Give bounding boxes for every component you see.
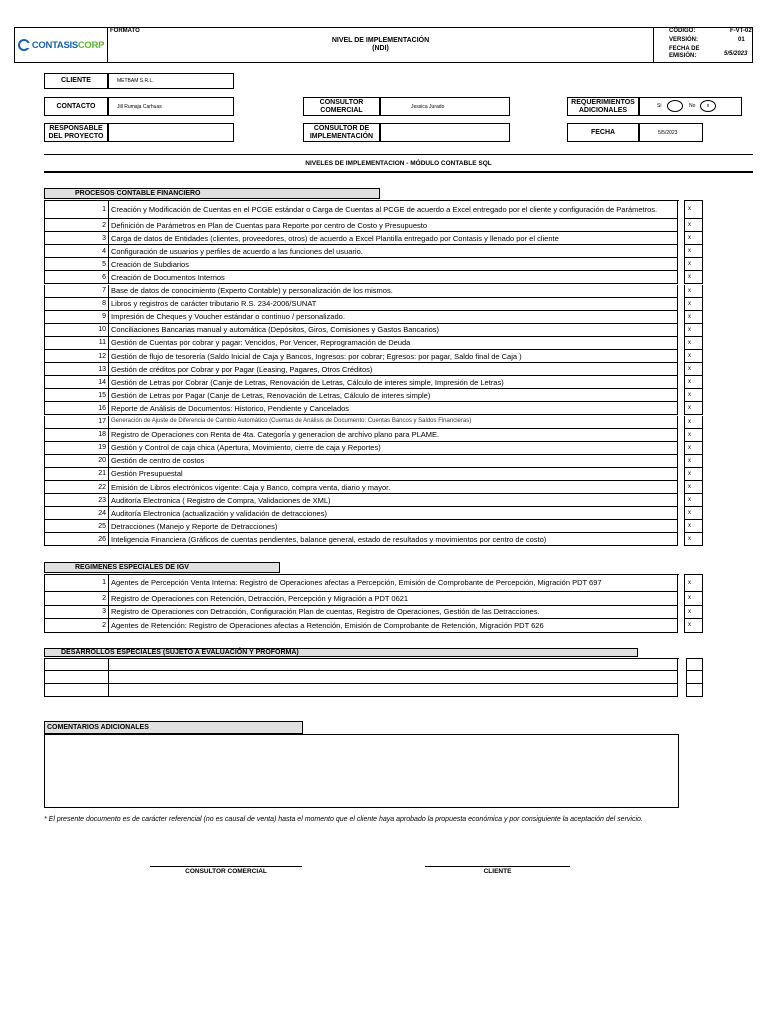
row-checkbox[interactable]: x [684,592,703,606]
row-description: Gestión de Cuentas por cobrar y pagar: Vencidos, Por Vencer, Reprogramación de Deuda [108,337,678,350]
header-box [14,27,753,63]
row-number: 26 [44,533,108,546]
version-value: 01 [738,37,745,43]
row-number: 22 [44,481,108,494]
checkbox-top-border [684,574,703,575]
table-top-border [44,200,679,201]
disclaimer-note: * El presente documento es de carácter referencial (no es causal de venta) hasta el momento que el cliente haya aprobado la propuesta económica y por consiguiente la aceptación del servicio. [44,816,643,823]
logo-icon [18,39,30,51]
row-number: 9 [44,311,108,324]
row-description: Registro de Operaciones con Detracción, Configuración Plan de cuentas, Registro de Operaciones, Gestión de las Detracciones. [108,606,678,620]
row-number: 17 [44,416,108,429]
row-description: Registro de Operaciones con Retención, Detracción, Percepción y Migración a PDT 0621 [108,592,678,606]
row-number: 25 [44,520,108,533]
table-top-border [44,574,679,575]
row-checkbox[interactable]: x [684,232,703,245]
no-label: No [689,103,696,109]
row-checkbox[interactable]: x [684,245,703,258]
formato-label: FORMATO [110,28,140,34]
title-line-1: NIVEL DE IMPLEMENTACIÓN [331,37,430,44]
row-checkbox[interactable]: x [684,271,703,284]
row-number: 15 [44,389,108,402]
contacto-field[interactable]: Jill Rumaja Carhuas [108,97,234,116]
row-number: 10 [44,324,108,337]
row-number: 24 [44,507,108,520]
row-description: Registro de Operaciones con Renta de 4ta. Categoría y generacion de archivo plano para PLAME. [108,429,678,442]
consultor-comercial-label: CONSULTOR COMERCIAL [303,97,380,116]
cliente-signature-label: CLIENTE [483,868,512,875]
row-description: Gestión de centro de costos [108,455,678,468]
logo-text: CONTASISCORP [31,39,105,51]
cliente-label: CLIENTE [44,73,108,89]
row-description: Base de datos de conocimiento (Experto Contable) y personalización de los mismos. [108,285,678,298]
row-number: 21 [44,468,108,481]
fecha-label: FECHA [567,123,639,142]
row-description: Agentes de Percepción Venta Interna: Registro de Operaciones afectas a Percepción, Emisión de Comprobante de Percepción, Migración PDT 697 [108,574,678,592]
logo-cell [15,28,108,62]
row-number: 3 [44,606,108,620]
row-checkbox[interactable]: x [684,574,703,592]
row-number: 18 [44,429,108,442]
row-checkbox[interactable]: x [684,402,703,415]
row-description[interactable] [108,658,678,671]
fecha-field[interactable]: 5/5/2023 [639,123,703,142]
row-checkbox[interactable]: x [684,481,703,494]
row-number: 6 [44,271,108,284]
row-number: 8 [44,298,108,311]
consultor-signature-line [150,866,302,867]
consultor-impl-field[interactable] [380,123,510,142]
meta-cell [653,28,752,62]
row-number: 23 [44,494,108,507]
responsable-field[interactable] [108,123,234,142]
row-checkbox[interactable]: x [684,455,703,468]
row-checkbox[interactable]: x [684,285,703,298]
row-description: Carga de datos de Entidades (clientes, proveedores, otros) de acuerdo a Excel Plantilla entregado por Contasis y llenado por el cliente [108,232,678,245]
row-checkbox[interactable]: x [684,429,703,442]
procesos-section-title: PROCESOS CONTABLE FINANCIERO [44,188,380,199]
row-number: 7 [44,285,108,298]
row-description: Definición de Parámetros en Plan de Cuentas para Reporte por centro de Costo y Presupuesto [108,219,678,232]
row-checkbox[interactable]: x [684,311,703,324]
row-description: Configuración de usuarios y perfiles de acuerdo a las funciones del usuario. [108,245,678,258]
row-number: 11 [44,337,108,350]
row-description: Creación de Documentos Internos [108,271,678,284]
si-radio[interactable] [667,100,683,112]
row-number: 16 [44,402,108,415]
codigo-label: CÓDIGO: [669,28,696,34]
si-label: Si [657,103,662,109]
row-description: Creación y Modificación de Cuentas en el PCGE estándar o Carga de Cuentas al PCGE de acuerdo a Excel entregado por el cliente y configuración de Parámetros. [108,200,678,219]
row-description[interactable] [108,684,678,697]
row-description[interactable] [108,671,678,684]
row-checkbox[interactable]: x [684,507,703,520]
row-checkbox[interactable]: x [684,494,703,507]
codigo-value: F-VT-02 [730,28,752,34]
row-description: Gestión de Letras por Cobrar (Canje de Letras, Renovación de Letras, Cálculo de interes simple, Impresión de Letras) [108,376,678,389]
row-checkbox[interactable]: x [684,363,703,376]
row-number: 2 [44,592,108,606]
comentarios-textarea[interactable] [44,734,679,808]
desarrollos-section-title: DESARROLLOS ESPECIALES (SUJETO A EVALUACIÓN Y PROFORMA) [44,648,638,657]
row-description: Gestión de créditos por Cobrar y por Pagar (Leasing, Pagares, Otros Créditos) [108,363,678,376]
requerimientos-field [639,97,742,116]
row-number: 4 [44,245,108,258]
row-number [44,671,108,684]
row-number: 1 [44,574,108,592]
consultor-signature-label: CONSULTOR COMERCIAL [185,868,267,875]
checkbox-top-border [684,200,703,201]
row-checkbox[interactable]: x [684,619,703,633]
row-checkbox[interactable] [686,671,703,684]
requerimientos-label: REQUERIMIENTOS ADICIONALES [567,97,639,116]
row-description: Gestión de Letras por Pagar (Canje de Letras, Renovación de Letras, Cálculo de interes simple) [108,389,678,402]
version-label: VERSIÓN: [669,37,699,43]
cliente-field[interactable]: METBAM S.R.L. [108,73,234,89]
row-description: Inteligencia Financiera (Gráficos de cuentas pendientes, balance general, estado de resultados y movimientos por centro de costo) [108,533,678,546]
row-checkbox[interactable]: x [684,200,703,219]
row-description: Creación de Subdiarios [108,258,678,271]
row-checkbox[interactable]: x [684,416,703,429]
row-number: 3 [44,232,108,245]
row-description: Libros y registros de carácter tributario R.S. 234-2006/SUNAT [108,298,678,311]
row-description: Emisión de Libros electrónicos vigente: Caja y Banco, compra venta, diario y mayor. [108,481,678,494]
fecha-emision-value: 5/5/2023 [724,51,748,57]
row-description: Gestión de flujo de tesorería (Saldo Inicial de Caja y Bancos, Ingresos: por cobrar; Egresos: por pagar, Saldo final de Caja ) [108,350,678,363]
row-description: Reporte de Análisis de Documentos: Historico, Pendiente y Cancelados [108,402,678,415]
row-number: 19 [44,442,108,455]
row-description: Gestión Presupuestal [108,468,678,481]
row-description: Agentes de Retención: Registro de Operaciones afectas a Retención, Emisión de Comprobante de Retención, Migración PDT 626 [108,619,678,633]
row-description: Gestión y Control de caja chica (Apertura, Movimiento, cierre de caja y Reportes) [108,442,678,455]
row-number [44,684,108,697]
document-title [108,28,653,62]
row-number: 2 [44,219,108,232]
row-checkbox[interactable]: x [684,520,703,533]
row-checkbox[interactable]: x [684,219,703,232]
row-checkbox[interactable]: x [684,376,703,389]
row-description: Generación de Ajuste de Diferencia de Cambio Automático (Cuentas de Análisis de Documento: Cuentas Bancos y Saldos Financieras) [108,416,678,429]
row-number: 13 [44,363,108,376]
row-checkbox[interactable]: x [684,324,703,337]
row-description: Conciliaciones Bancarias manual y automática (Depósitos, Giros, Comisiones y Gastos Bancarios) [108,324,678,337]
cliente-signature-line [425,866,570,867]
comentarios-section-title: COMENTARIOS ADICIONALES [44,721,303,734]
responsable-label: RESPONSABLE DEL PROYECTO [44,123,108,142]
main-title: NIVELES DE IMPLEMENTACION - MÓDULO CONTABLE SQL [44,154,753,173]
row-number: 20 [44,455,108,468]
row-number: 1 [44,200,108,219]
row-number [44,658,108,671]
consultor-impl-label: CONSULTOR DE IMPLEMENTACIÓN [303,123,380,142]
table-top-border [44,658,679,659]
row-checkbox[interactable]: x [684,606,703,620]
row-number: 12 [44,350,108,363]
row-checkbox[interactable]: x [684,468,703,481]
row-checkbox[interactable]: x [684,533,703,546]
row-description: Auditoría Electronica (actualización y validación de detracciones) [108,507,678,520]
row-checkbox[interactable] [686,658,703,671]
row-checkbox[interactable]: x [684,442,703,455]
row-number: 2 [44,619,108,633]
row-number: 5 [44,258,108,271]
checkbox-top-border [686,658,703,659]
row-checkbox[interactable] [686,684,703,697]
fecha-emision-label: FECHA DE EMISIÓN: [669,46,700,59]
title-line-2: (NDI) [372,45,389,52]
row-description: Auditoría Electronica ( Registro de Compra, Validaciones de XML) [108,494,678,507]
row-number: 14 [44,376,108,389]
row-checkbox[interactable]: x [684,258,703,271]
row-description: Detracciones (Manejo y Reporte de Detracciones) [108,520,678,533]
row-checkbox[interactable]: x [684,350,703,363]
contacto-label: CONTACTO [44,97,108,116]
row-description: Impresión de Cheques y Voucher estándar o continuo / personalizado. [108,311,678,324]
consultor-comercial-field[interactable]: Jessica Jurado [380,97,510,116]
row-checkbox[interactable]: x [684,337,703,350]
igv-section-title: REGIMENES ESPECIALES DE IGV [44,562,280,573]
row-checkbox[interactable]: x [684,298,703,311]
no-radio[interactable]: x [700,100,716,112]
row-checkbox[interactable]: x [684,389,703,402]
